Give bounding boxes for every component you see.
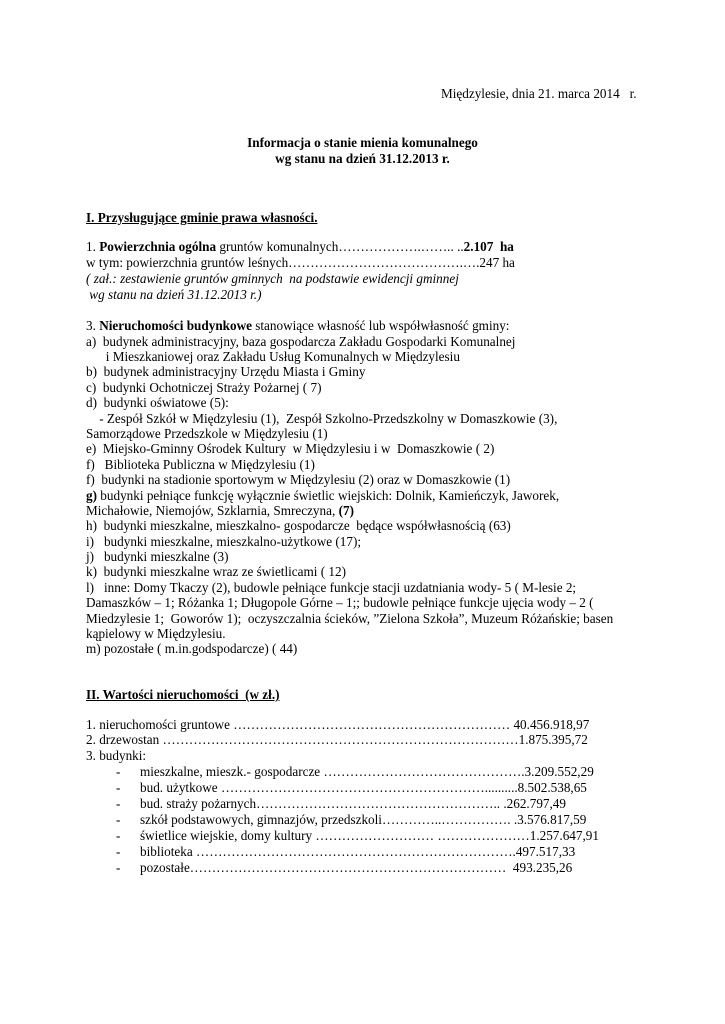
section1-heading: I. Przysługujące gminie prawa własności. (86, 210, 318, 225)
list-item-b: b) budynek administracyjny Urzędu Miasta i Gminy (86, 364, 366, 379)
building-value-culture: świetlice wiejskie, domy kultury ……………………… …………………1.257.647,91 (140, 828, 599, 843)
list-item-m: m) pozostałe ( m.in.godspodarcze) ( 44) (86, 641, 298, 656)
building-dash: - (116, 764, 121, 779)
list-item-h: h) budynki mieszkalne, mieszkalno- gospodarcze będące współwłasnością (63) (86, 518, 511, 533)
building-value-other: pozostałe……………………………………………………………… 493.235,26 (140, 860, 573, 875)
list-item-g2 (86, 503, 354, 519)
list-item-l2: Damaszków – 1; Różanka 1; Długopole Górne – 1;; budowle pełniące funkcje ujęcia wody – 2 ( (86, 595, 594, 610)
forest-area-line: w tym: powierzchnia gruntów leśnych………………………………….….247 ha (86, 255, 515, 270)
value-row-buildings: 3. budynki: (86, 748, 147, 763)
building-value-residential: mieszkalne, mieszk.- gospodarcze ……………………………………….3.209.552,29 (140, 764, 594, 779)
building-dash: - (116, 812, 121, 827)
note-line2: wg stanu na dzień 31.12.2013 r.) (86, 287, 262, 302)
list-item-j: j) budynki mieszkalne (3) (86, 549, 229, 564)
building-dash: - (116, 844, 121, 859)
list-item-c: c) budynki Ochotniczej Straży Pożarnej ( 7) (86, 380, 322, 395)
section2-heading: II. Wartości nieruchomości (w zł.) (86, 687, 280, 702)
list-item-d: d) budynki oświatowe (5): (86, 395, 229, 410)
note-line1: ( zał.: zestawienie gruntów gminnych na podstawie ewidencji gminnej (86, 271, 459, 286)
document-title-line2: wg stanu na dzień 31.12.2013 r. (275, 151, 450, 166)
building-dash: - (116, 860, 121, 875)
list-item-l3: Miedzylesie 1; Goworów 1); oczyszczalnia ścieków, ”Zielona Szkoła”, Muzeum Różańskie; basen (86, 611, 614, 626)
list-item-g2-text: Michałowie, Niemojów, Szklarnia, Smreczyna, (86, 503, 339, 518)
building-value-utility: bud. użytkowe ……………………………………………………..........8.502.538,65 (140, 780, 587, 795)
buildings-prefix: 3. (86, 318, 100, 333)
buildings-text: stanowiące własność lub współwłasność gminy: (251, 318, 510, 333)
list-item-g-text: budynki pełniące funkcję wyłącznie świetlic wiejskich: Dolnik, Kamieńczyk, Jaworek, (97, 488, 560, 503)
buildings-intro-line (86, 318, 509, 334)
building-value-schools: szkół podstawowych, gimnazjów, przedszkoli…………..……………. .3.576.817,59 (140, 812, 587, 827)
area-total-prefix: 1. (86, 239, 100, 254)
list-item-k: k) budynki mieszkalne wraz ze świetlicami ( 12) (86, 564, 346, 579)
value-row-land: 1. nieruchomości gruntowe ……………………………………………………… 40.456.918,97 (86, 717, 590, 732)
list-item-e: e) Miejsko-Gminny Ośrodek Kultury w Międzylesiu i w Domaszkowie ( 2) (86, 441, 495, 456)
building-value-library: biblioteka ……………………………………………………………….497.517,33 (140, 844, 576, 859)
area-total-line (86, 239, 514, 255)
document-title-line1: Informacja o stanie mienia komunalnego (247, 135, 478, 150)
building-dash: - (116, 828, 121, 843)
buildings-label: Nieruchomości budynkowe (99, 318, 252, 333)
list-item-d2: Samorządowe Przedszkole w Międzylesiu (1) (86, 426, 328, 441)
list-item-l1: l) inne: Domy Tkaczy (2), budowle pełniące funkcje stacji uzdatniania wody- 5 ( M-lesie 2; (86, 580, 577, 595)
list-item-g2-count: (7) (338, 503, 354, 518)
list-item-g1 (86, 488, 559, 504)
list-item-d1: - Zespół Szkół w Międzylesiu (1), Zespół Szkolno-Przedszkolny w Domaszkowie (3), (86, 411, 558, 426)
list-item-i: i) budynki mieszkalne, mieszkalno-użytkowe (17); (86, 534, 362, 549)
list-item-l4: kąpielowy w Międzylesiu. (86, 626, 226, 641)
area-total-text: gruntów komunalnych……………….…….. .. (216, 239, 464, 254)
list-item-a2: i Mieszkaniowej oraz Zakładu Usług Komunalnych w Międzylesiu (86, 349, 460, 364)
list-item-a1: a) budynek administracyjny, baza gospodarcza Zakładu Gospodarki Komunalnej (86, 334, 516, 349)
area-total-value: 2.107 ha (463, 239, 514, 254)
building-dash: - (116, 780, 121, 795)
area-total-label: Powierzchnia ogólna (99, 239, 217, 254)
list-item-g-prefix: g) (86, 488, 97, 503)
value-row-forest: 2. drzewostan ………………………………………………………………………1.875.395,72 (86, 732, 588, 747)
list-item-f2: f) budynki na stadionie sportowym w Międzylesiu (2) oraz w Domaszkowie (1) (86, 472, 511, 487)
place-date: Międzylesie, dnia 21. marca 2014 r. (441, 86, 637, 101)
list-item-f1: f) Biblioteka Publiczna w Międzylesiu (1) (86, 457, 315, 472)
building-value-fire: bud. straży pożarnych……………………………………………….. .262.797,49 (140, 796, 566, 811)
building-dash: - (116, 796, 121, 811)
